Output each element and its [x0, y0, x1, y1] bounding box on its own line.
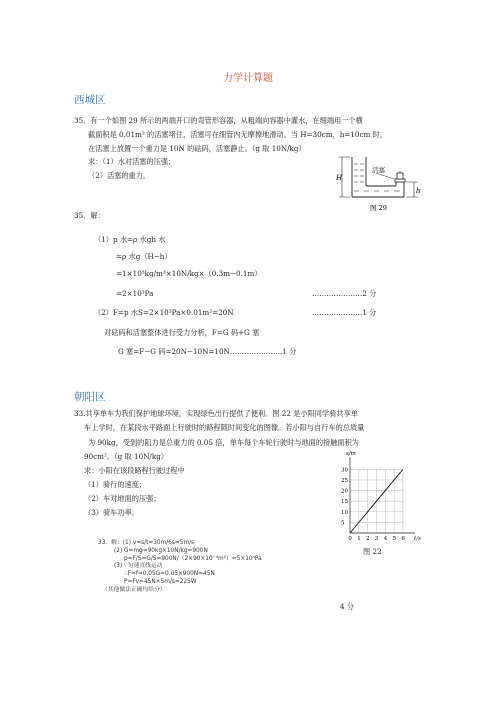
xicheng-question-line: 截面积是 0.01m² 的活塞堵住，活塞可在细管内无摩擦地滑动。当 H=30cm，h=10cm 时， [88, 130, 388, 139]
chaoyang-question-line: 车上学时，在某段水平路面上行驶时的路程随时间变化的图像。若小阳与自行车的总质量 [84, 423, 365, 432]
xicheng-question-line: 35．有一个如图 29 所示的两端开口的弯管形容器，从粗端向容器中灌水，在细端用一个横 [74, 116, 363, 125]
y-tick-label: 20 [341, 488, 348, 495]
x-tick-label: 2 [366, 536, 370, 542]
figure-label-piston: 活塞 [372, 166, 385, 174]
xicheng-answer-line: =2×10³Pa [116, 289, 154, 298]
xicheng-answer-line: （2）F=p 水S=2×10³Pa×0.01m²=20N [94, 308, 234, 317]
figure-22-st-graph [330, 445, 420, 545]
y-tick-label: 10 [341, 509, 348, 516]
chaoyang-answer-line: (2) G=mg=90kg×10N/kg=900N [114, 547, 208, 554]
y-tick-label: 5 [341, 520, 345, 527]
chaoyang-answer-line: P=Fv=45N×5m/s=225W [124, 579, 197, 586]
xicheng-answer-line: G 塞=F−G 码=20N−10N=10N………………….1 分 [118, 347, 297, 356]
chaoyang-answer-line: （其他做法正确均给分） [102, 586, 166, 593]
chaoyang-answer-scan [98, 540, 298, 616]
xicheng-answer-line: =1×10³kg/m³×10N/kg×（0.3m−0.1m） [116, 269, 262, 278]
y-tick-label: 30 [341, 467, 348, 474]
x-axis-label: t/s [414, 536, 421, 542]
xicheng-score: …………………2 分 [312, 289, 377, 298]
xicheng-answer-heading: 35．解： [74, 211, 105, 220]
chaoyang-question-line: 为 90kg，受到的阻力是总重力的 0.05 倍，单车每个车轮行驶时与地面的接触面积为 [88, 438, 359, 447]
chaoyang-answer-line: (3) ∵匀速直线运动 [114, 563, 163, 570]
x-tick-label: 4 [383, 536, 388, 542]
chaoyang-score: 4 分 [340, 602, 355, 611]
x-tick-label: 0 [348, 536, 352, 542]
chaoyang-answer-line: 33．解：(1) v=s/t=30m/6s=5m/s [98, 540, 195, 546]
chaoyang-question-line: （2）车对地面的压强； [84, 494, 161, 503]
figure-29-caption: 图 29 [370, 204, 387, 212]
xicheng-question-line: （2）活塞的重力。 [88, 171, 151, 180]
chaoyang-question-line: 33.共享单车为我们保护地球环境，实现绿色出行提供了便利。图 22 是小阳同学骑共享单 [74, 409, 358, 418]
x-tick-label: 1 [357, 536, 361, 542]
chaoyang-answer-line: ∴F=f=0.05G=0.05×900N=45N [124, 571, 215, 578]
section-heading-chaoyang: 朝阳区 [74, 391, 106, 403]
figure-label-h: h [416, 187, 421, 195]
x-tick-label: 5 [392, 536, 397, 542]
y-tick-label: 25 [341, 477, 348, 484]
figure-label-H: H [336, 174, 343, 182]
y-tick-label: 15 [341, 499, 348, 506]
figure-22-caption: 图 22 [363, 547, 382, 556]
chaoyang-question-line: （3）骑车功率。 [84, 508, 139, 517]
xicheng-answer-line: 对砝码和活塞整体进行受力分析，F=G 码+G 塞 [104, 328, 260, 337]
xicheng-question-line: 在活塞上放置一个重力是 10N 的砝码，活塞静止。（g 取 10N/kg） [88, 144, 306, 153]
xicheng-answer-line: （1）p 水=ρ 水gh 水 [94, 235, 166, 244]
x-tick-label: 6 [401, 536, 405, 542]
chaoyang-question-line: （1）骑行的速度； [84, 480, 147, 489]
figure-29-container-diagram [334, 152, 424, 214]
chaoyang-answer-line: p=F/S=G/S=900N/（2×90×10⁻⁴m²）=5×10⁴Pa [124, 555, 262, 562]
x-tick-label: 3 [374, 536, 379, 542]
page-title: 力学计算题 [223, 73, 273, 84]
section-heading-xicheng: 西城区 [74, 94, 106, 106]
chaoyang-question-line: 90cm²。（g 取 10N/kg） [84, 452, 169, 461]
y-axis-label: s/m [346, 451, 356, 457]
chaoyang-question-line: 求：小阳在该段路程行驶过程中 [84, 466, 185, 475]
xicheng-question-line: 求：（1）水对活塞的压强； [88, 157, 176, 166]
xicheng-score: …………………1 分 [312, 308, 377, 317]
xicheng-answer-line: =ρ 水g（H−h） [116, 252, 172, 261]
